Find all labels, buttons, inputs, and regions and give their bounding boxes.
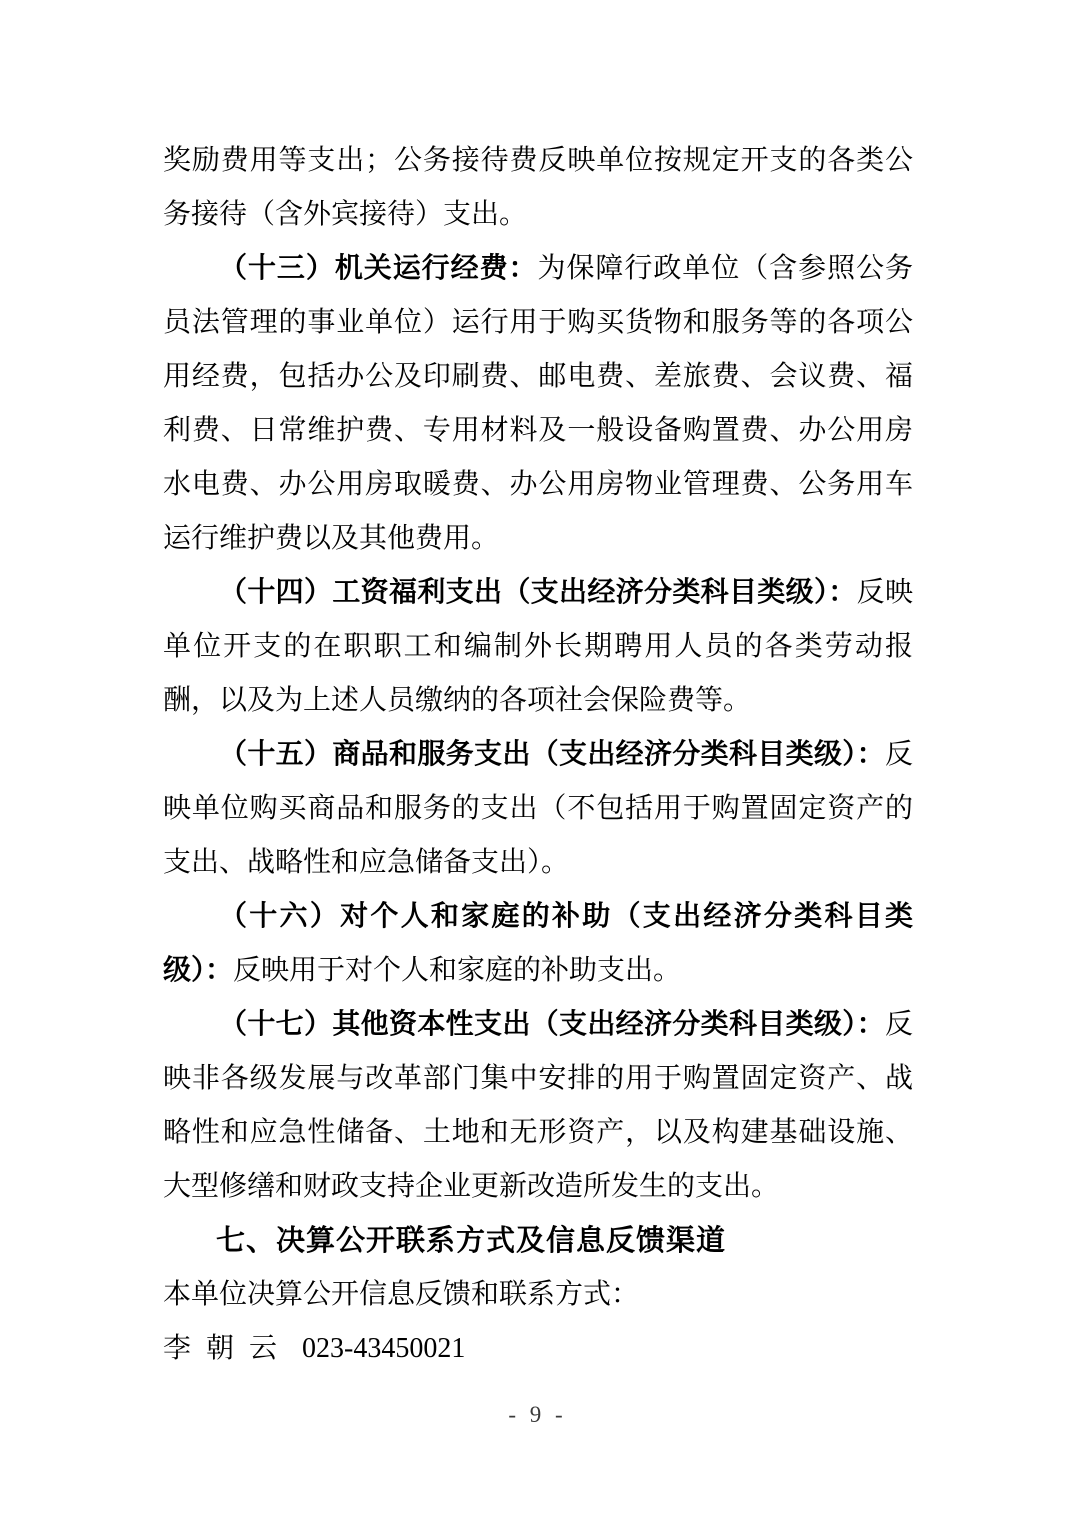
paragraph-item-17 <box>163 998 913 1214</box>
paragraph-text: 为保障行政单位（含参照公务员法管理的事业单位）运行用于购买货物和服务等的各项公用经费，包括办公及印刷费、邮电费、差旅费、会议费、福利费、日常维护费、专用材料及一般设备购置费、办公用房水电费、办公用房取暖费、办公用房物业管理费、公务用车运行维护费以及其他费用。 <box>163 253 913 554</box>
paragraph-item-14 <box>163 566 913 728</box>
section-heading: 七、决算公开联系方式及信息反馈渠道 <box>216 1225 727 1257</box>
paragraph-text: 反映单位购买商品和服务的支出（不包括用于购置固定资产的支出、战略性和应急储备支出）。 <box>163 739 913 878</box>
page-number: - 9 - <box>508 1402 567 1427</box>
paragraph-text: 反映非各级发展与改革部门集中安排的用于购置固定资产、战略性和应急性储备、土地和无形资产，以及构建基础设施、大型修缮和财政支持企业更新改造所发生的支出。 <box>163 1009 913 1202</box>
contact-phone: 023-43450021 <box>302 1333 466 1364</box>
paragraph-item-16 <box>163 890 913 998</box>
paragraph-text: 奖励费用等支出；公务接待费反映单位按规定开支的各类公务接待（含外宾接待）支出。 <box>163 145 913 230</box>
paragraph-lead-bold: （十六）对个人和家庭的补助（支出经济分类科目类级）： <box>163 901 913 986</box>
paragraph-item-15 <box>163 728 913 890</box>
paragraph-lead-bold: （十三）机关运行经费： <box>219 253 538 284</box>
paragraph-lead-bold: （十七）其他资本性支出（支出经济分类科目类级）： <box>219 1009 885 1040</box>
document-body <box>163 134 913 1376</box>
contact-name: 李朝云 <box>163 1333 293 1364</box>
paragraph-text: 反映单位开支的在职职工和编制外长期聘用人员的各类劳动报酬，以及为上述人员缴纳的各项社会保险费等。 <box>163 577 913 716</box>
paragraph-lead-bold: （十四）工资福利支出（支出经济分类科目类级）： <box>219 577 857 608</box>
contact-row <box>163 1322 913 1376</box>
page-footer <box>0 1400 1075 1430</box>
contact-intro: 本单位决算公开信息反馈和联系方式： <box>163 1279 640 1310</box>
paragraph-item-13 <box>163 242 913 566</box>
paragraph-continuation <box>163 134 913 242</box>
paragraph-lead-bold: （十五）商品和服务支出（支出经济分类科目类级）： <box>219 739 885 770</box>
paragraph-text: 反映用于对个人和家庭的补助支出。 <box>233 955 682 986</box>
